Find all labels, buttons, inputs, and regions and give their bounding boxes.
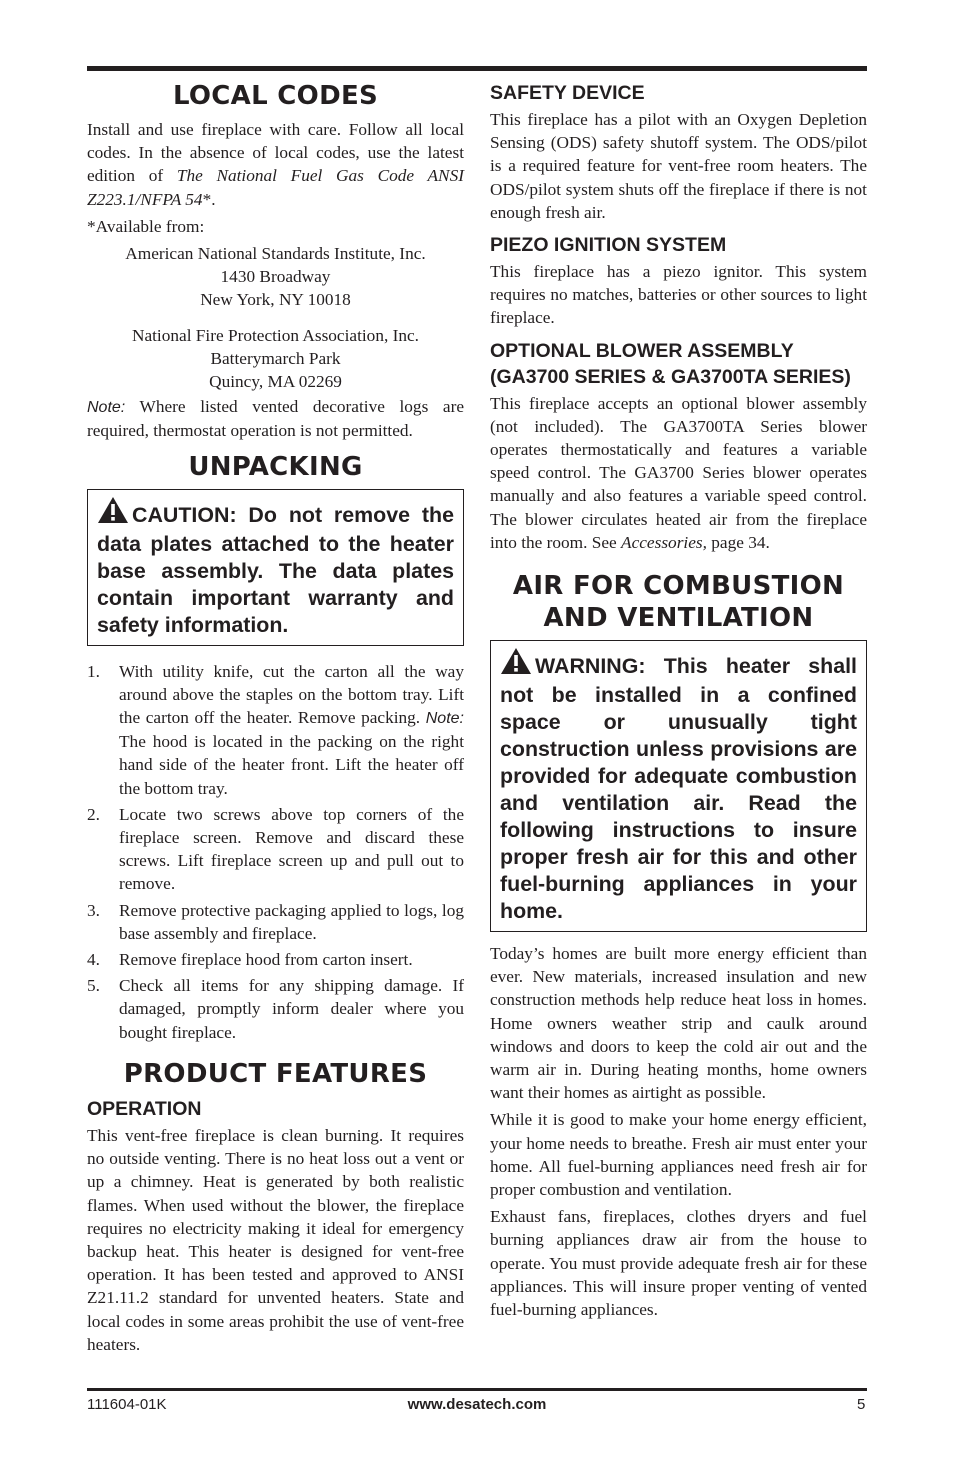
list-item: 4. Remove fireplace hood from carton insert. (87, 950, 413, 970)
local-codes-paragraph: Install and use fireplace with care. Follow all local codes. In the absence of local codes, use the latest edition of The National Fuel Gas Code ANSI Z223.1/NFPA 54*. (87, 120, 464, 209)
blower-heading: OPTIONAL BLOWER ASSEMBLY (GA3700 SERIES & GA3700TA SERIES) (490, 339, 851, 388)
top-rule (87, 66, 867, 71)
right-column (490, 80, 867, 1325)
product-features-heading: PRODUCT FEATURES (123, 1058, 428, 1089)
available-from: *Available from: (87, 216, 205, 236)
list-item: 3. Remove protective packaging applied to logs, log base assembly and fireplace. (87, 900, 464, 943)
safety-device-text: This fireplace has a pilot with an Oxygen Depletion Sensing (ODS) safety shutoff system. The ODS/pilot is a required feature for vent-free room heaters. The ODS/pilot system shuts off the fireplace if there is not enough fresh air. (490, 110, 867, 222)
page-number: 5 (857, 1396, 866, 1413)
left-column (87, 80, 464, 1360)
caution-box: CAUTION: Do not remove the data plates attached to the heater base assembly. The data plates contain important warranty and safety information. (87, 489, 464, 646)
piezo-heading: PIEZO IGNITION SYSTEM (490, 234, 727, 257)
air-heading: AIR FOR COMBUSTION AND VENTILATION (512, 571, 845, 634)
part-number: 111604-01K (87, 1396, 167, 1413)
list-item: 1. With utility knife, cut the carton all the way around above the staples on the bottom tray. Lift the carton off the heater. Remove packing. Note: The hood is located in the packing on the right hand side of the heater front. Lift the heater off the bottom tray. (87, 661, 464, 798)
local-codes-note: Note: Where listed vented decorative logs are required, thermostat operation is not permitted. (87, 397, 464, 441)
ansi-address: American National Standards Institute, Inc. 1430 Broadway New York, NY 10018 (125, 244, 426, 310)
website-link[interactable]: www.desatech.com (407, 1396, 547, 1413)
safety-device-heading: SAFETY DEVICE (490, 82, 645, 104)
air-paragraph-1: Today’s homes are built more energy efficient than ever. New materials, increased insulation and new construction methods help reduce heat loss in homes. Home owners weather strip and caulk around windows and doors to keep the cold air out and the warm air in. During heating months, home owners want their homes as airtight as possible. (490, 944, 867, 1103)
operation-text: This vent-free fireplace is clean burning. It requires no outside venting. There is no heat loss out a vent or up a chimney. Heat is generated by both realistic flames. When used without the blower, the fireplace requires no electricity making it ideal for emergency backup heat. This heater is designed for vent-free operation. It has been tested and approved to ANSI Z21.11.2 standard for unvented heaters. State and local codes in some areas prohibit the use of vent-free heaters. (87, 1125, 464, 1354)
warning-box: WARNING: This heater shall not be installed in a confined space or unusually tight construction unless provisions are provided for adequate combustion and ventilation air. Read the following instructions to insure proper fresh air for this and other fuel-burning appliances in your home. (490, 640, 867, 932)
bottom-rule (87, 1388, 867, 1391)
list-item: 2. Locate two screws above top corners of the fireplace screen. Remove and discard these screws. Lift fireplace screen up and pull out to remove. (87, 804, 464, 894)
list-item: 5. Check all items for any shipping damage. If damaged, promptly inform dealer where you bought fireplace. (87, 976, 464, 1042)
blower-text: This fireplace accepts an optional blower assembly (not included). The GA3700TA Series blower operates thermostatically and features a variable speed control. The GA3700 Series blower operates manually and also features a variable speed control. The blower circulates heated air from the fireplace into the room. See Accessories, page 34. (490, 393, 867, 552)
warning-triangle-icon (97, 496, 129, 531)
operation-heading: OPERATION (87, 1097, 202, 1120)
air-paragraph-3: Exhaust fans, fireplaces, clothes dryers and fuel burning appliances draw air from the house to operate. You must provide adequate fresh air for these appliances. This will insure proper venting of vented fuel-burning appliances. (490, 1207, 867, 1320)
nfpa-address: National Fire Protection Association, Inc. Batterymarch Park Quincy, MA 02269 (131, 325, 419, 392)
unpacking-heading: UNPACKING (188, 451, 363, 482)
local-codes-heading: LOCAL CODES (172, 81, 379, 111)
air-paragraph-2: While it is good to make your home energy efficient, your home needs to breathe. Fresh air must enter your home. All fuel-burning appliances need fresh air for proper combustion and ventilation. (490, 1110, 867, 1200)
unpacking-steps (87, 660, 464, 1044)
warning-triangle-icon (500, 647, 532, 682)
piezo-text: This fireplace has a piezo ignitor. This system requires no matches, batteries or other sources to light fireplace. (490, 262, 867, 328)
